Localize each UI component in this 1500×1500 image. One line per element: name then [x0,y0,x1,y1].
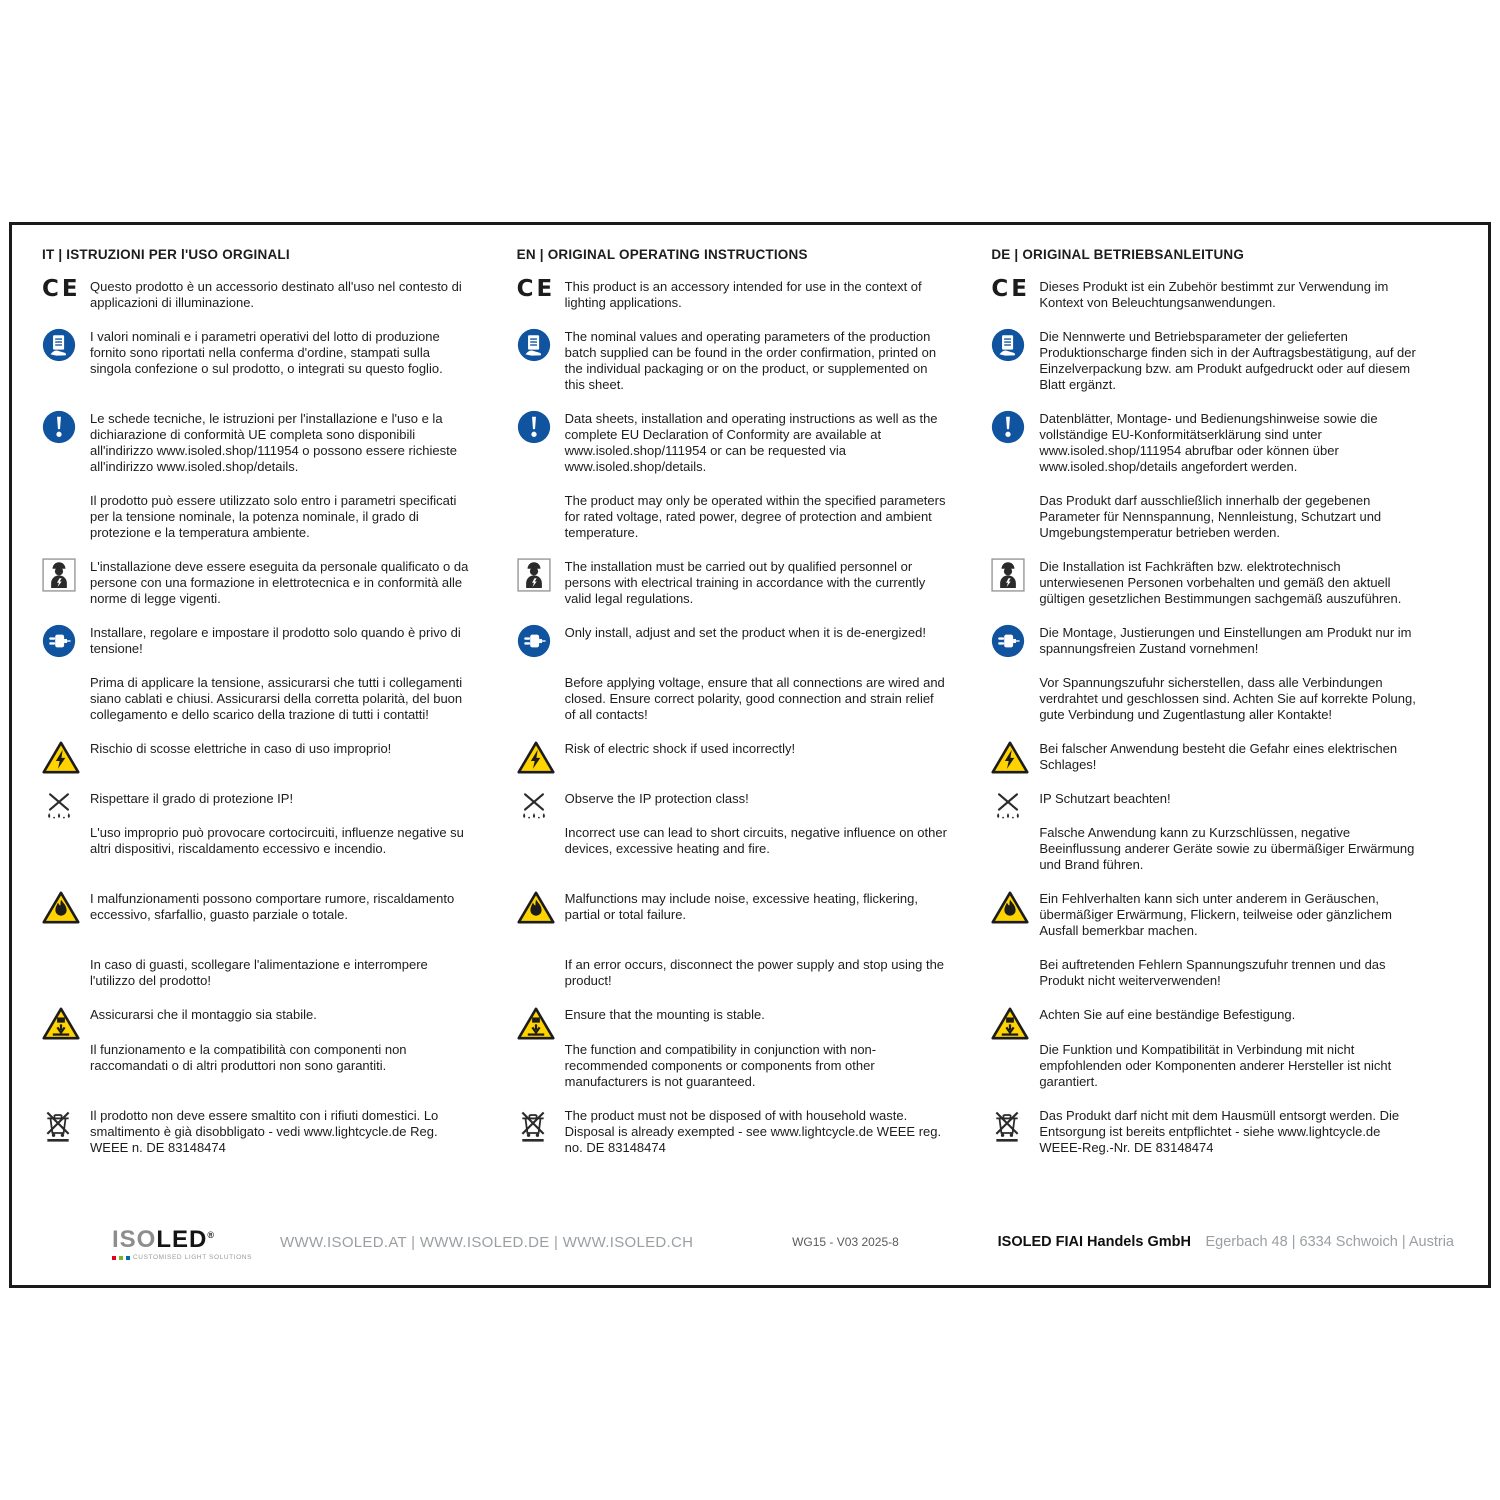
warning-stability-icon [42,1006,90,1041]
instruction-text-it: Rispettare il grado di protezione IP! [90,791,294,806]
ce-mark-icon: CE [42,276,81,302]
de-energize-icon [991,624,1039,658]
icon-spacer [991,1041,1039,1051]
icon-spacer [991,492,1039,502]
weee-bin-icon [517,1107,565,1143]
exclamation-icon [991,410,1039,444]
ip-class-icon [42,790,90,822]
electrician-icon [42,558,90,592]
instruction-text-en: This product is an accessory intended for use in the context of lighting applications. [564,279,922,310]
logo-iso-text: ISO [112,1226,157,1253]
instruction-text-it: In caso di guasti, scollegare l'alimentazione e interrompere l'utilizzo del prodotto! [90,957,428,988]
instruction-text-en: The function and compatibility in conjunction with non-recommended components or components from other manufacturers is not guaranteed. [564,1042,877,1089]
tagline-color-square [126,1256,130,1260]
ip-class-icon [991,790,1039,822]
warning-electric-icon [991,740,1039,775]
electrician-icon [517,558,565,592]
icon-spacer [517,674,565,684]
instruction-text-en: Before applying voltage, ensure that all connections are wired and closed. Ensure correct polarity, good connection and strain relief of all contacts! [564,675,945,722]
warning-stability-icon [517,1006,565,1041]
warning-electric-icon [42,740,90,775]
ce-mark-icon: CE [516,276,556,302]
instruction-text-de: Das Produkt darf nicht mit dem Hausmüll entsorgt werden. Die Entsorgung ist bereits entpflichtet - siehe www.lightcycle.de WEEE-Reg.-Nr. DE 83148474 [1039,1108,1400,1155]
instruction-text-en: The installation must be carried out by qualified personnel or persons with electrical training in accordance with the currently valid legal regulations. [564,559,926,606]
instruction-text-de: Ein Fehlverhalten kann sich unter anderem in Geräuschen, übermäßiger Erwärmung, Flickern, teilweise oder gänzlichem Ausfall bemerkbar machen. [1039,891,1392,938]
exclamation-icon [42,410,90,444]
logo-tagline-text: CUSTOMISED LIGHT SOLUTIONS [133,1254,253,1261]
isoled-logo [112,1223,252,1261]
document-frame [9,222,1491,1288]
instruction-text-it: Rischio di scosse elettriche in caso di uso improprio! [90,741,392,756]
column-heading-it: IT | ISTRUZIONI PER l'USO ORGINALI [42,247,290,262]
warning-fire-icon [991,890,1039,925]
warning-stability-icon [991,1006,1039,1041]
icon-spacer [991,824,1039,834]
instruction-text-de: Bei auftretenden Fehlern Spannungszufuhr trennen und das Produkt nicht weiterverwenden! [1039,957,1386,988]
icon-spacer [517,1041,565,1051]
icon-spacer [42,674,90,684]
instruction-text-it: Installare, regolare e impostare il prodotto solo quando è privo di tensione! [90,625,461,656]
icon-spacer [991,674,1039,684]
instruction-text-de: Falsche Anwendung kann zu Kurzschlüssen, negative Beeinflussung anderer Geräte sowie zu übermäßiger Erwärmung und Brand führen. [1039,825,1415,872]
ce-mark-icon: CE [991,276,1030,302]
document-footer [112,1223,1454,1261]
logo-led-text: LED [156,1226,208,1253]
instruction-text-de: Vor Spannungszufuhr sicherstellen, dass alle Verbindungen verdrahtet und geschlossen sind. Achten Sie auf korrekte Polung, gute Verbindung und Zugentlastung aller Kontakte! [1039,675,1416,722]
instruction-text-de: Datenblätter, Montage- und Bedienungshinweise sowie die vollständige EU-Konformitätserklärung sind unter www.isoled.shop/111954 abrufbar oder können über www.isoled.shop/details angefordert werden. [1039,411,1378,474]
instruction-text-it: L'uso improprio può provocare cortocircuiti, influenze negative su altri dispositivi, riscaldamento eccessivo e incendio. [90,825,464,856]
exclamation-icon [517,410,565,444]
instruction-text-en: Data sheets, installation and operating instructions as well as the complete EU Declaration of Conformity are available at www.isoled.shop/111954 or can be requested via www.isoled.shop/details. [564,411,938,474]
company-address: Egerbach 48 | 6334 Schwoich | Austria [1205,1234,1454,1250]
batch-info-icon [517,328,565,362]
icon-spacer [517,492,565,502]
registered-mark: ® [207,1230,215,1240]
instruction-text-de: Die Montage, Justierungen und Einstellungen am Produkt nur im spannungsfreien Zustand vornehmen! [1039,625,1412,656]
weee-bin-icon [991,1107,1039,1143]
instruction-text-en: The product must not be disposed of with household waste. Disposal is already exempted - see www.lightcycle.de WEEE reg. no. DE 83148474 [564,1108,942,1155]
weee-bin-icon [42,1107,90,1143]
instruction-text-de: Die Installation ist Fachkräften bzw. elektrotechnisch unterwiesenen Personen vorbehalten und gemäß den aktuell gültigen gesetzlichen Bestimmungen sachgemäß auszuführen. [1039,559,1402,606]
instruction-text-en: Only install, adjust and set the product when it is de-energized! [564,625,926,640]
de-energize-icon [42,624,90,658]
tagline-color-square [112,1256,116,1260]
instruction-text-de: Die Nennwerte und Betriebsparameter der gelieferten Produktionscharge finden sich in der Auftragsbestätigung, auf der Einzelverpackung bzw. am Produkt aufgedruckt oder auf diesem Blatt ergänzt. [1039,329,1416,392]
instruction-text-it: Questo prodotto è un accessorio destinato all'uso nel contesto di applicazioni di illuminazione. [90,279,462,310]
instruction-text-it: Il prodotto non deve essere smaltito con i rifiuti domestici. Lo smaltimento è già disobbligato - vedi www.lightcycle.de Reg. WEEE n. DE 83148474 [90,1108,439,1155]
instruction-text-it: Il prodotto può essere utilizzato solo entro i parametri specificati per la tensione nominale, la potenza nominale, il grado di protezione e la temperatura ambiente. [90,493,457,540]
instruction-text-en: If an error occurs, disconnect the power supply and stop using the product! [564,957,945,988]
instruction-text-it: I malfunzionamenti possono comportare rumore, riscaldamento eccessivo, sfarfallio, guasto parziale o totale. [90,891,455,922]
instruction-text-it: L'installazione deve essere eseguita da personale qualificato o da persone con una formazione in elettrotecnica e in conformità alle norme di legge vigenti. [90,559,469,606]
instruction-text-de: Die Funktion und Kompatibilität in Verbindung mit nicht empfohlenden oder Komponenten anderer Hersteller ist nicht garantiert. [1039,1042,1392,1089]
instruction-text-it: Le schede tecniche, le istruzioni per l'installazione e l'uso e la dichiarazione di conformità UE completa sono disponibili all'indirizzo www.isoled.shop/111954 o possono essere richieste all'indirizzo www.isoled.shop/details. [90,411,457,474]
instruction-text-en: The nominal values and operating parameters of the production batch supplied can be found in the order confirmation, printed on the individual packaging or on the product, or supplemented on this sheet. [564,329,937,392]
company-info [998,1233,1454,1251]
icon-spacer [517,956,565,966]
document-code: WG15 - V03 2025-8 [792,1235,899,1249]
instruction-text-it: Prima di applicare la tensione, assicurarsi che tutti i collegamenti siano cablati e chiusi. Assicurarsi della corretta polarità, del buon collegamento e dello scarico della trazione di tutti i contatti! [90,675,463,722]
instructions-grid [42,247,1466,1173]
ip-class-icon [517,790,565,822]
tagline-color-square [119,1256,123,1260]
isoled-logo-wordmark [112,1223,252,1252]
icon-spacer [517,824,565,834]
warning-fire-icon [517,890,565,925]
instruction-text-it: Il funzionamento e la compatibilità con componenti non raccomandati o di altri produttori non sono garantiti. [90,1042,407,1073]
icon-spacer [42,824,90,834]
instruction-text-de: IP Schutzart beachten! [1039,791,1171,806]
instruction-text-de: Achten Sie auf eine beständige Befestigung. [1039,1007,1296,1022]
icon-spacer [42,492,90,502]
instruction-text-de: Das Produkt darf ausschließlich innerhalb der gegebenen Parameter für Nennspannung, Nennleistung, Schutzart und Umgebungstemperatur betrieben werden. [1039,493,1382,540]
de-energize-icon [517,624,565,658]
instruction-text-it: I valori nominali e i parametri operativi del lotto di produzione fornito sono riportati nella conferma d'ordine, stampati sulla singola confezione o sul prodotto, o integrati su questo foglio. [90,329,443,376]
instruction-text-en: Ensure that the mounting is stable. [564,1007,765,1022]
warning-fire-icon [42,890,90,925]
company-name: ISOLED FIAI Handels GmbH [997,1234,1191,1250]
instruction-text-en: Incorrect use can lead to short circuits, negative influence on other devices, excessive heating and fire. [564,825,947,856]
batch-info-icon [42,328,90,362]
instruction-text-en: Malfunctions may include noise, excessive heating, flickering, partial or total failure. [564,891,918,922]
electrician-icon [991,558,1039,592]
instruction-text-it: Assicurarsi che il montaggio sia stabile. [90,1007,317,1022]
column-heading-en: EN | ORIGINAL OPERATING INSTRUCTIONS [516,247,808,262]
instruction-text-en: Observe the IP protection class! [564,791,749,806]
instruction-text-de: Dieses Produkt ist ein Zubehör bestimmt zur Verwendung im Kontext von Beleuchtungsanwendungen. [1039,279,1389,310]
logo-tagline [112,1254,252,1261]
column-heading-de: DE | ORIGINAL BETRIEBSANLEITUNG [991,247,1245,262]
batch-info-icon [991,328,1039,362]
instruction-text-en: Risk of electric shock if used incorrectly! [564,741,796,756]
instruction-text-de: Bei falscher Anwendung besteht die Gefahr eines elektrischen Schlages! [1039,741,1398,772]
warning-electric-icon [517,740,565,775]
icon-spacer [42,956,90,966]
icon-spacer [42,1041,90,1051]
instruction-text-en: The product may only be operated within the specified parameters for rated voltage, rated power, degree of protection and ambient temperature. [564,493,946,540]
footer-websites: WWW.ISOLED.AT | WWW.ISOLED.DE | WWW.ISOLED.CH [280,1233,694,1251]
icon-spacer [991,956,1039,966]
